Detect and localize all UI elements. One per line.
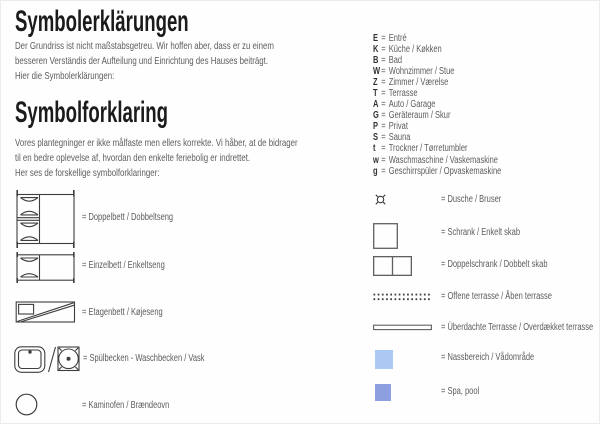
abbr-equals: = [381,88,386,100]
abbr-row-auto [373,99,598,110]
legend-label-bunk-bed: = Etagenbett / Køjeseng [82,307,163,318]
sink-washbasin-icon [14,345,80,374]
room-abbreviation-list [373,33,598,177]
legend-label-shower: = Dusche / Bruser [441,194,502,205]
abbr-row-geschirrspueler [373,166,598,177]
legend-label-double-cabinet: = Doppelschrank / Dobbelt skab [441,259,548,270]
legend-label-double-bed: = Doppelbett / Dobbeltseng [82,212,174,223]
single-bed-icon [15,252,76,283]
abbr-equals: = [381,33,386,44]
abbr-term: Privat [388,121,408,133]
open-terrace-icon [373,293,431,301]
abbr-term: Küche / Køkken [388,44,442,56]
abbr-term: Geräteraum / Skur [388,110,451,122]
abbr-row-sauna [373,132,598,143]
abbr-row-privat [373,121,598,132]
abbr-letter: G [373,110,379,122]
covered-terrace-icon [373,324,432,331]
abbr-row-trockner [373,143,598,154]
abbr-letter: A [373,99,379,111]
abbr-term: Sauna [388,132,411,144]
abbr-term: Terrasse [388,88,418,100]
abbr-equals: = [381,165,386,177]
abbr-letter: g [373,165,378,177]
abbr-term: Zimmer / Værelse [388,77,449,89]
heading-danish: Symbolforklaring [15,96,168,129]
abbr-letter: E [373,33,379,44]
abbr-term: Entré [388,33,407,44]
intro-german-line-3: Hier die Symbolerklärungen: [15,70,115,82]
spa-pool-swatch [375,384,391,401]
legend-label-single-bed: = Einzelbett / Enkeltseng [82,260,165,271]
abbr-equals: = [381,99,386,111]
abbr-term: Bad [388,55,403,67]
abbr-letter: B [373,55,379,67]
abbr-equals: = [381,44,386,56]
abbr-row-terrasse [373,88,598,99]
legend-label-sink: = Spülbecken - Waschbecken / Vask [83,353,205,364]
legend-label-open-terrace: = Offene terrasse / Åben terrasse [441,291,552,302]
abbr-row-entre [373,33,598,44]
intro-danish-line-1: Vores plantegninger er ikke målfaste men ellers korrekte. Vi håber, at de bidrager [15,137,298,149]
intro-german [15,39,360,84]
legend-label-spa-pool: = Spa, pool [441,386,480,397]
abbr-row-kueche [373,44,598,55]
intro-german-line-1: Der Grundriss ist nicht maßstabsgetreu. Wir hoffen aber, dass er zu einem [15,40,274,52]
abbr-letter: P [373,121,379,133]
abbr-row-zimmer [373,77,598,88]
intro-danish-line-3: Her ses de forskellige symbolforklaringer: [15,167,160,179]
abbr-letter: t [373,143,376,155]
abbr-equals: = [381,66,386,78]
wood-stove-icon [15,393,38,416]
abbr-equals: = [381,55,386,67]
abbr-letter: S [373,132,379,144]
abbr-letter: Z [373,77,378,89]
abbr-row-wohnzimmer [373,66,598,77]
intro-danish [15,136,392,181]
abbr-row-waschmaschine [373,155,598,166]
abbr-letter: K [373,44,379,56]
abbr-letter: w [373,154,379,166]
abbr-letter: T [373,88,378,100]
intro-german-line-2: besseren Verständis der Aufteilung und Einrichtung des Hauses beiträgt. [15,55,269,67]
abbr-row-geraeteraum [373,110,598,121]
heading-german: Symbolerklärungen [15,5,189,38]
abbr-term: Trockner / Tørretumbler [388,143,468,155]
legend-label-stove: = Kaminofen / Brændeovn [82,400,170,411]
wet-area-swatch [375,350,393,369]
double-cabinet-icon [373,256,412,276]
abbr-equals: = [381,143,386,155]
abbr-equals: = [381,132,386,144]
intro-danish-line-2: til en bedre oplevelse af, hvordan den enkelte feriebolig er indrettet. [15,152,251,164]
abbr-equals: = [381,77,386,89]
abbr-equals: = [381,110,386,122]
single-cabinet-icon [373,223,398,249]
abbr-letter: W [373,66,381,78]
double-bed-icon [15,190,76,248]
abbr-equals: = [381,154,386,166]
abbr-row-bad [373,55,598,66]
abbr-term: Geschirrspüler / Opvaskemaskine [388,165,502,177]
legend-label-cabinet: = Schrank / Enkelt skab [441,227,521,238]
abbr-term: Waschmaschine / Vaskemaskine [388,154,498,166]
shower-icon [375,194,386,205]
bunk-bed-icon [15,301,76,323]
legend-label-covered-terrace: = Überdachte Terrasse / Overdækket terrasse [441,322,594,333]
abbr-term: Auto / Garage [388,99,436,111]
abbr-term: Wohnzimmer / Stue [388,66,455,78]
abbr-equals: = [381,121,386,133]
legend-label-wet-area: = Nassbereich / Vådområde [441,352,535,363]
